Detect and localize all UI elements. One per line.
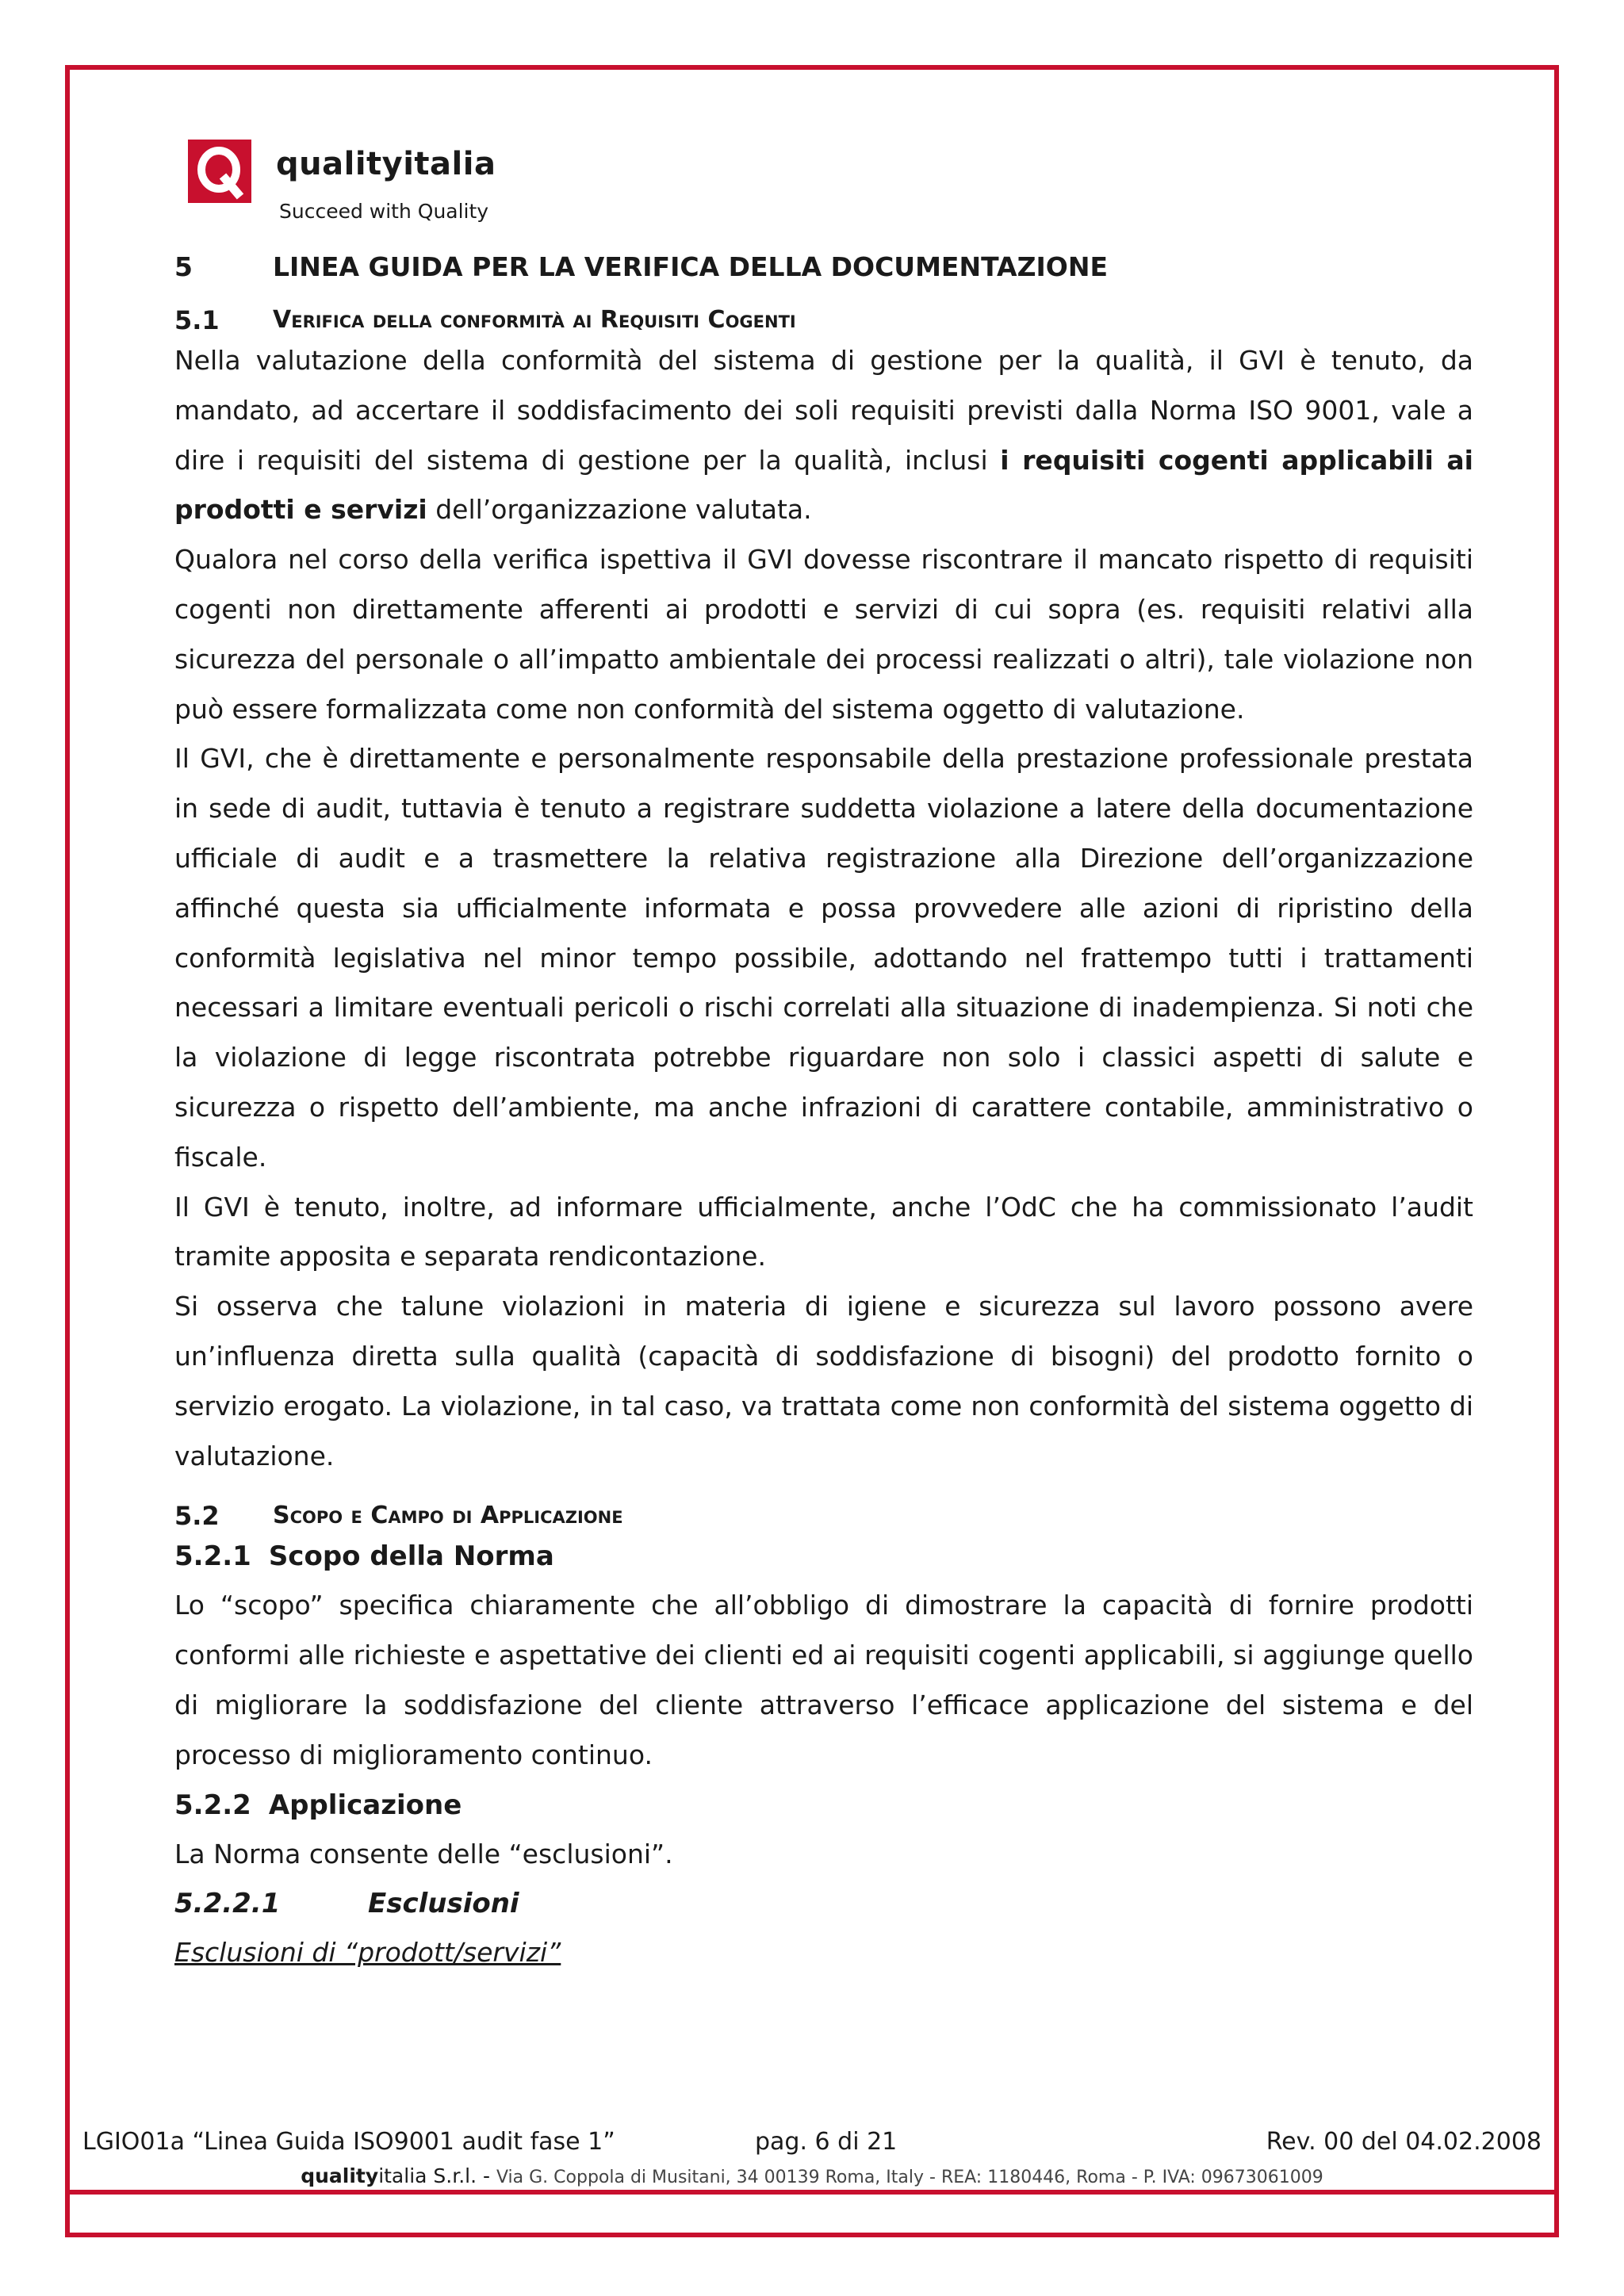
footer-doc-ref: LGIO01a “Linea Guida ISO9001 audit fase 1” <box>82 2128 615 2156</box>
section-5-heading <box>174 247 1473 287</box>
paragraph: Nella valutazione della conformità del sistema di gestione per la qualità, il GVI è tenuto, da mandato, ad accertare il soddisfacimento dei soli requisiti previsti dalla Norma ISO 9001, vale a dire i requisiti del sistema di gestione per la qualità, inclusi i requisiti cogenti applicabili ai prodotti e servizi dell’organizzazione valutata. <box>174 345 1473 526</box>
qualityitalia-logo-icon <box>188 140 251 203</box>
underlined-subheading: Esclusioni di “prodott/servizi” <box>174 1937 561 1969</box>
section-number: 5.1 <box>174 305 220 335</box>
footer-company-rest: italia S.r.l. - <box>378 2164 496 2187</box>
paragraph: La Norma consente delle “esclusioni”. <box>174 1838 673 1869</box>
section-5-2-1-heading <box>174 1532 1473 1581</box>
section-number: 5 <box>174 251 193 282</box>
section-title: LINEA GUIDA PER LA VERIFICA DELLA DOCUMENTAZIONE <box>273 251 1108 282</box>
footer-address-detail: Via G. Coppola di Musitani, 34 00139 Roma, Italy - REA: 1180446, Roma - P. IVA: 09673061009 <box>496 2168 1323 2187</box>
section-number: 5.2.1 <box>174 1540 251 1573</box>
section-title: Applicazione <box>268 1789 462 1821</box>
paragraph: Lo “scopo” specifica chiaramente che all’obbligo di dimostrare la capacità di fornire prodotti conformi alle richieste e aspettative dei clienti ed ai requisiti cogenti applicabili, si aggiunge quello di migliorare la soddisfazione del cliente attraverso l’efficace applicazione del sistema e del processo di miglioramento continuo. <box>174 1590 1473 1770</box>
paragraph: Il GVI è tenuto, inoltre, ad informare ufficialmente, anche l’OdC che ha commissionato l’audit tramite apposita e separata rendicontazione. <box>174 1191 1473 1272</box>
section-5-2-2-heading <box>174 1781 1473 1830</box>
section-title: Esclusioni <box>368 1888 519 1920</box>
section-number: 5.2.2.1 <box>174 1888 281 1920</box>
section-5-2-2-1-heading <box>174 1879 1473 1928</box>
footer-page-number: pag. 6 di 21 <box>755 2128 898 2156</box>
brand-name: qualityitalia <box>276 146 496 182</box>
document-body <box>174 247 1473 1977</box>
section-title: Scopo e Campo di Applicazione <box>273 1502 623 1530</box>
paragraph: Il GVI, che è direttamente e personalmente responsabile della prestazione professionale prestata in sede di audit, tuttavia è tenuto a registrare suddetta violazione a latere della documentazione ufficiale di audit e a trasmettere la relativa registrazione alla Direzione dell’organizzazione affinché questa sia ufficialmente informata e possa provvedere alle azioni di ripristino della conformità legislativa nel minor tempo possibile, adottando nel frattempo tutti i trattamenti necessari a limitare eventuali pericoli o rischi correlati alla situazione di inadempienza. Si noti che la violazione di legge riscontrata potrebbe riguardare non solo i classici aspetti di salute e sicurezza o rispetto dell’ambiente, ma anche infrazioni di carattere contabile, amministrativo o fiscale. <box>174 743 1473 1173</box>
footer-company-bold: quality <box>301 2164 379 2187</box>
brand-tagline: Succeed with Quality <box>279 200 489 223</box>
footer <box>82 2126 1542 2158</box>
section-5-2-heading <box>174 1500 1473 1532</box>
paragraph: Si osserva che talune violazioni in materia di igiene e sicurezza sul lavoro possono avere un’influenza diretta sulla qualità (capacità di soddisfazione di bisogni) del prodotto fornito o servizio erogato. La violazione, in tal caso, va trattata come non conformità del sistema oggetto di valutazione. <box>174 1291 1473 1471</box>
footer-company-address <box>0 2163 1624 2191</box>
footer-revision: Rev. 00 del 04.02.2008 <box>1266 2128 1542 2156</box>
section-number: 5.2.2 <box>174 1789 251 1821</box>
paragraph: Qualora nel corso della verifica ispettiva il GVI dovesse riscontrare il mancato rispetto di requisiti cogenti non direttamente afferenti ai prodotti e servizi di cui sopra (es. requisiti relativi alla sicurezza del personale o all’impatto ambientale dei processi realizzati o altri), tale violazione non può essere formalizzata come non conformità del sistema oggetto di valutazione. <box>174 544 1473 725</box>
section-title: Scopo della Norma <box>268 1540 554 1573</box>
section-number: 5.2 <box>174 1501 220 1532</box>
section-title: Verifica della conformità ai Requisiti Cogenti <box>273 306 796 334</box>
section-5-1-heading <box>174 304 1473 336</box>
bold-phrase: i requisiti cogenti applicabili ai prodotti e servizi <box>174 444 1473 526</box>
